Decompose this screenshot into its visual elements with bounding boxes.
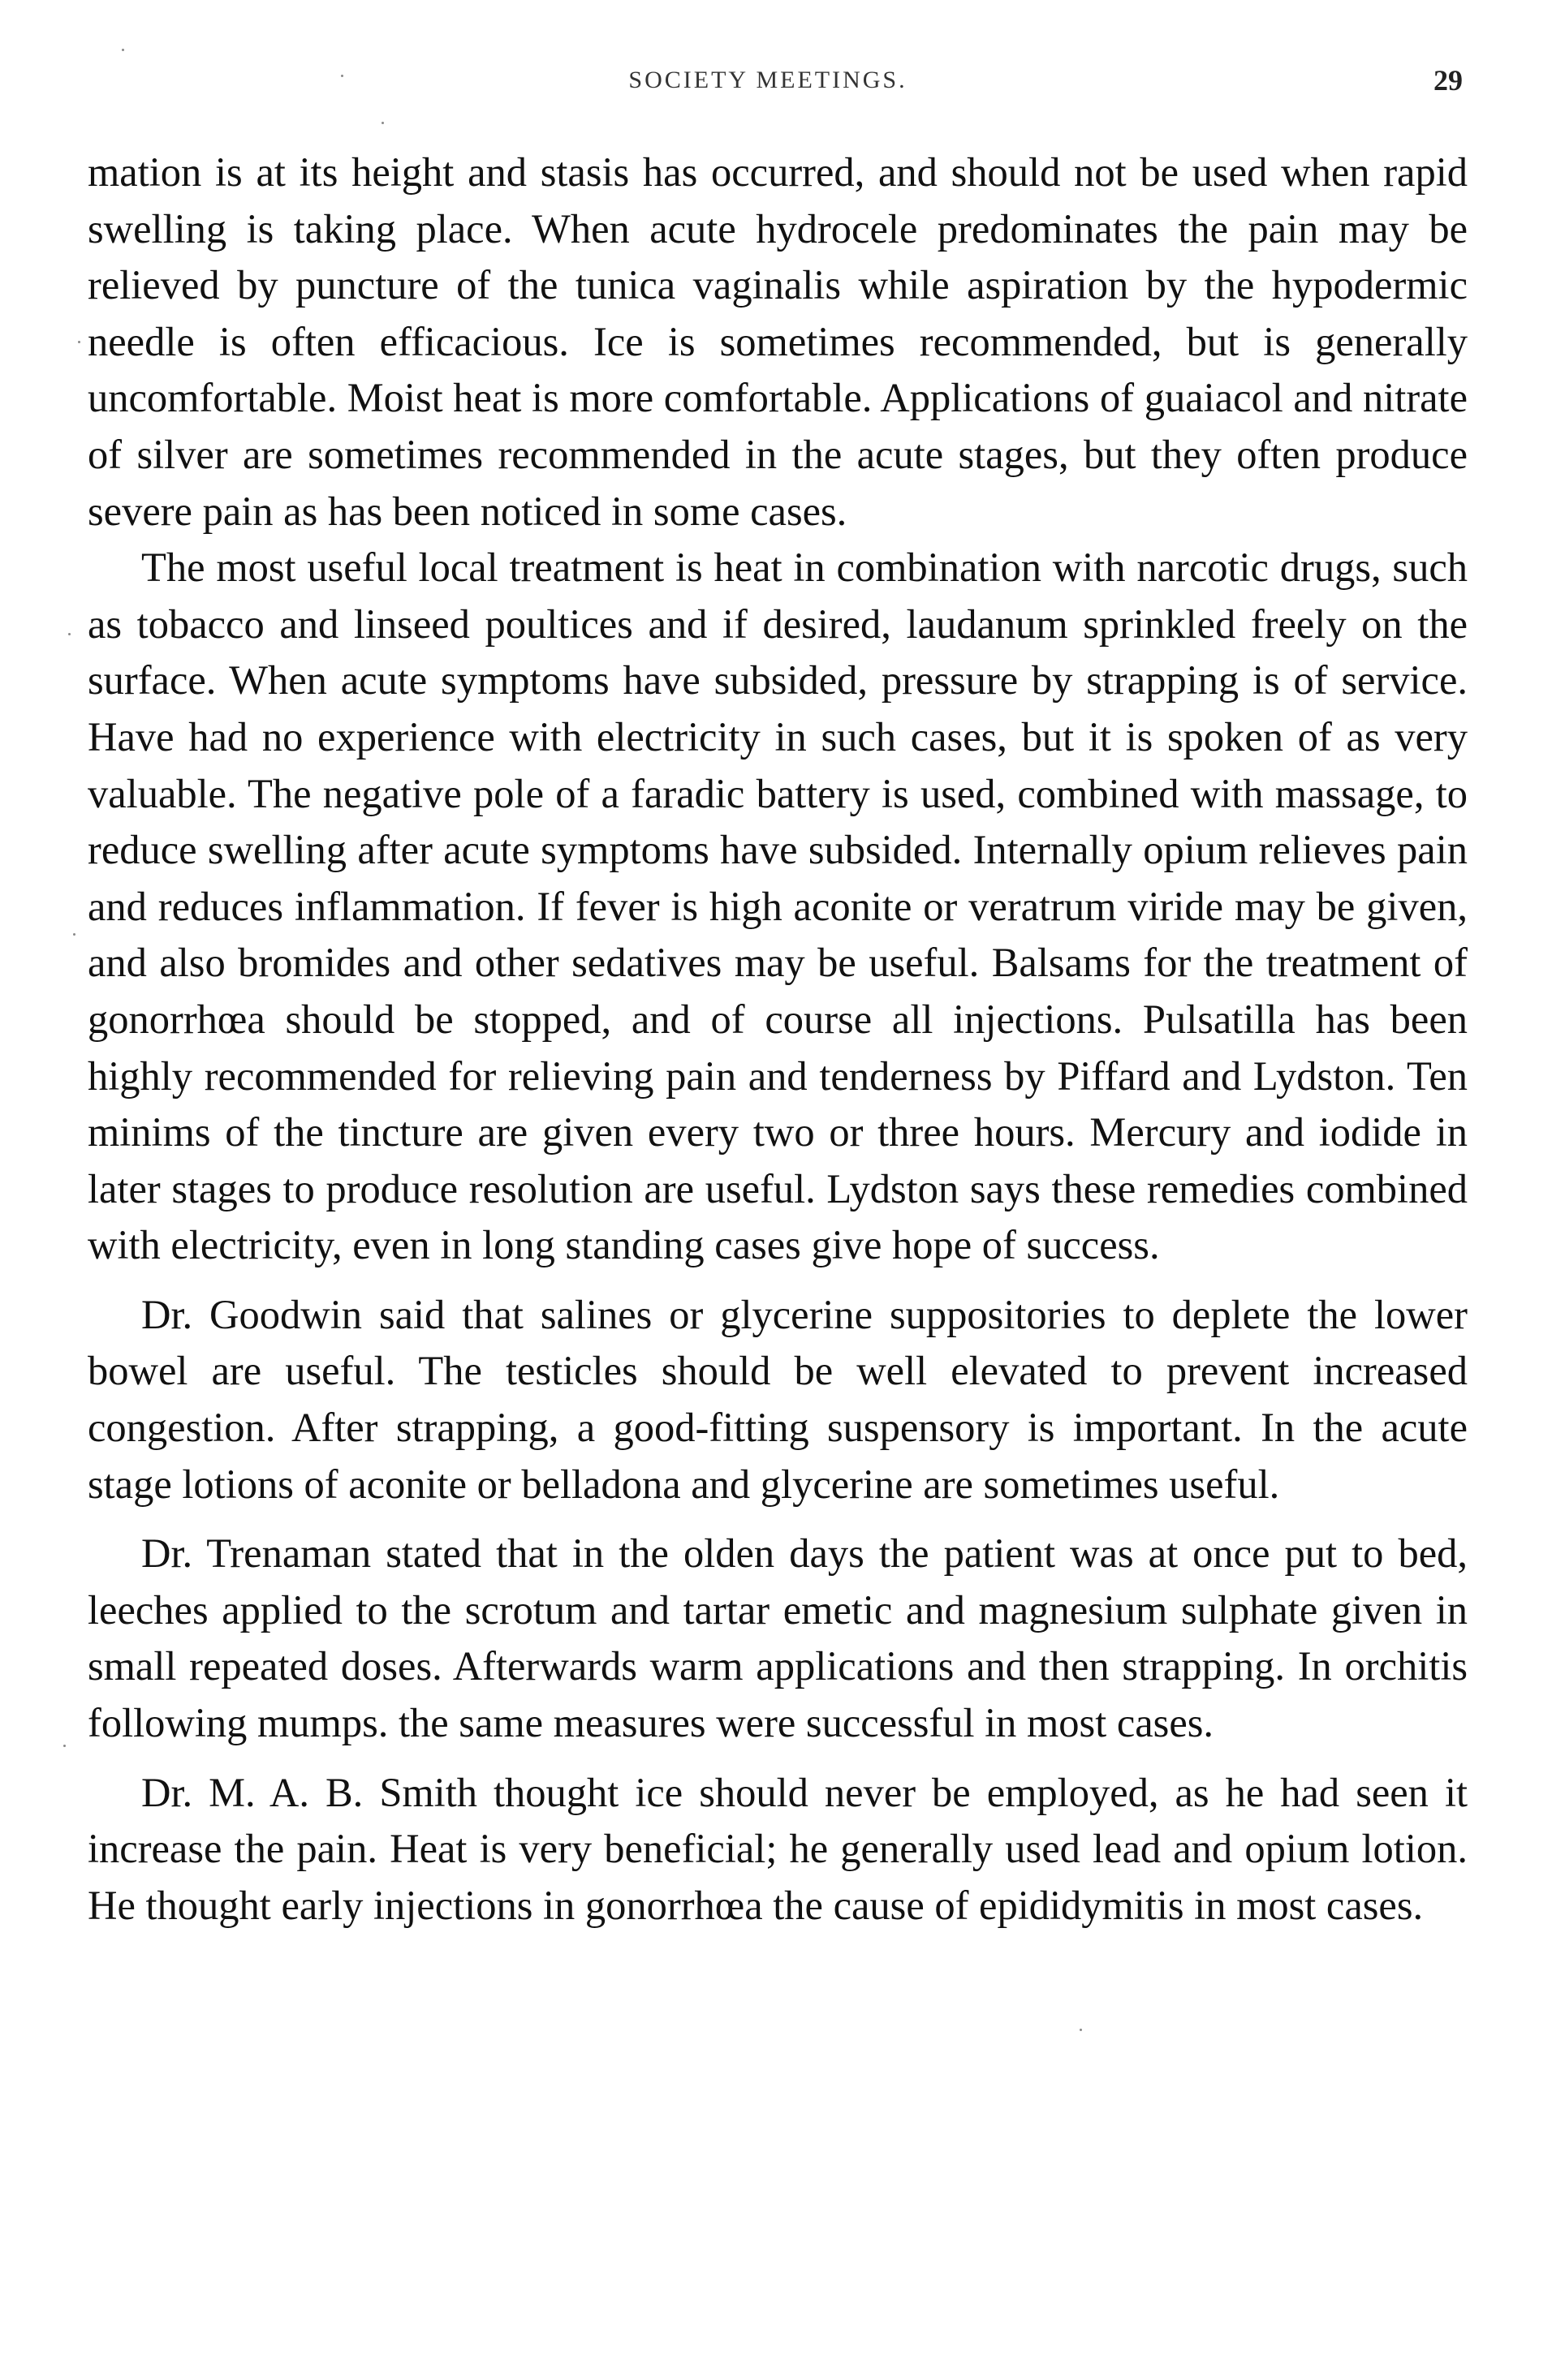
scan-speck: [122, 49, 124, 51]
page-number: 29: [1433, 64, 1463, 97]
paragraph-continuation: mation is at its height and stasis has occurred, and should not be used when rapid swelling is taking place. When acute hydrocele predominates the pain may be relieved by puncture of the tunica vaginalis while aspiration by the hypodermic needle is often efficacious. Ice is sometimes recommended, but is generally uncomfortable. Moist heat is more comfortable. Applications of guaiacol and nitrate of silver are sometimes recommended in the acute stages, but they often produce severe pain as has been noticed in some cases.: [88, 149, 1468, 534]
running-head: [73, 63, 1463, 96]
running-title: SOCIETY MEETINGS.: [628, 67, 907, 93]
scan-speck: [382, 122, 384, 124]
paragraph-dr-trenaman: Dr. Trenaman stated that in the olden days the patient was at once put to bed, leeches applied to the scrotum and tartar emetic and magnesium sulphate given in small repeated doses. Afterwards warm applications and then strapping. In orchitis following mumps. the same measures were successful in most cases.: [88, 1530, 1468, 1746]
scan-speck: [68, 633, 71, 635]
scan-speck: [1080, 2029, 1082, 2031]
paragraph-dr-goodwin: Dr. Goodwin said that salines or glycerine suppositories to deplete the lower bowel are useful. The testicles should be well elevated to prevent increased congestion. After strapping, a good-fitting suspensory is important. In the acute stage lotions of aconite or belladona and glycerine are sometimes useful.: [88, 1291, 1468, 1507]
body-text: [88, 144, 1468, 1934]
scan-speck: [63, 1745, 66, 1747]
scan-speck: [78, 341, 80, 343]
paragraph-dr-smith: Dr. M. A. B. Smith thought ice should never be employed, as he had seen it increase the pain. Heat is very beneficial; he generally used lead and opium lotion. He thought early injections in gonorrhœa the cause of epididymitis in most cases.: [88, 1769, 1468, 1928]
scan-speck: [341, 75, 343, 77]
paragraph-local-treatment: The most useful local treatment is heat in combination with narcotic drugs, such as tobacco and linseed poultices and if desired, laudanum sprinkled freely on the surface. When acute symptoms have subsided, pressure by strapping is of service. Have had no experience with electricity in such cases, but it is spoken of as very valuable. The negative pole of a faradic battery is used, combined with massage, to reduce swelling after acute symptoms have subsided. Internally opium relieves pain and reduces inflammation. If fever is high aconite or veratrum viride may be given, and also bromides and other sedatives may be useful. Balsams for the treatment of gonorrhœa should be stopped, and of course all injections. Pulsatilla has been highly recommended for relieving pain and tenderness by Piffard and Lydston. Ten minims of the tincture are given every two or three hours. Mercury and iodide in later stages to produce resolution are useful. Lydston says these remedies combined with electricity, even in long standing cases give hope of success.: [88, 544, 1468, 1268]
scan-speck: [73, 933, 75, 936]
